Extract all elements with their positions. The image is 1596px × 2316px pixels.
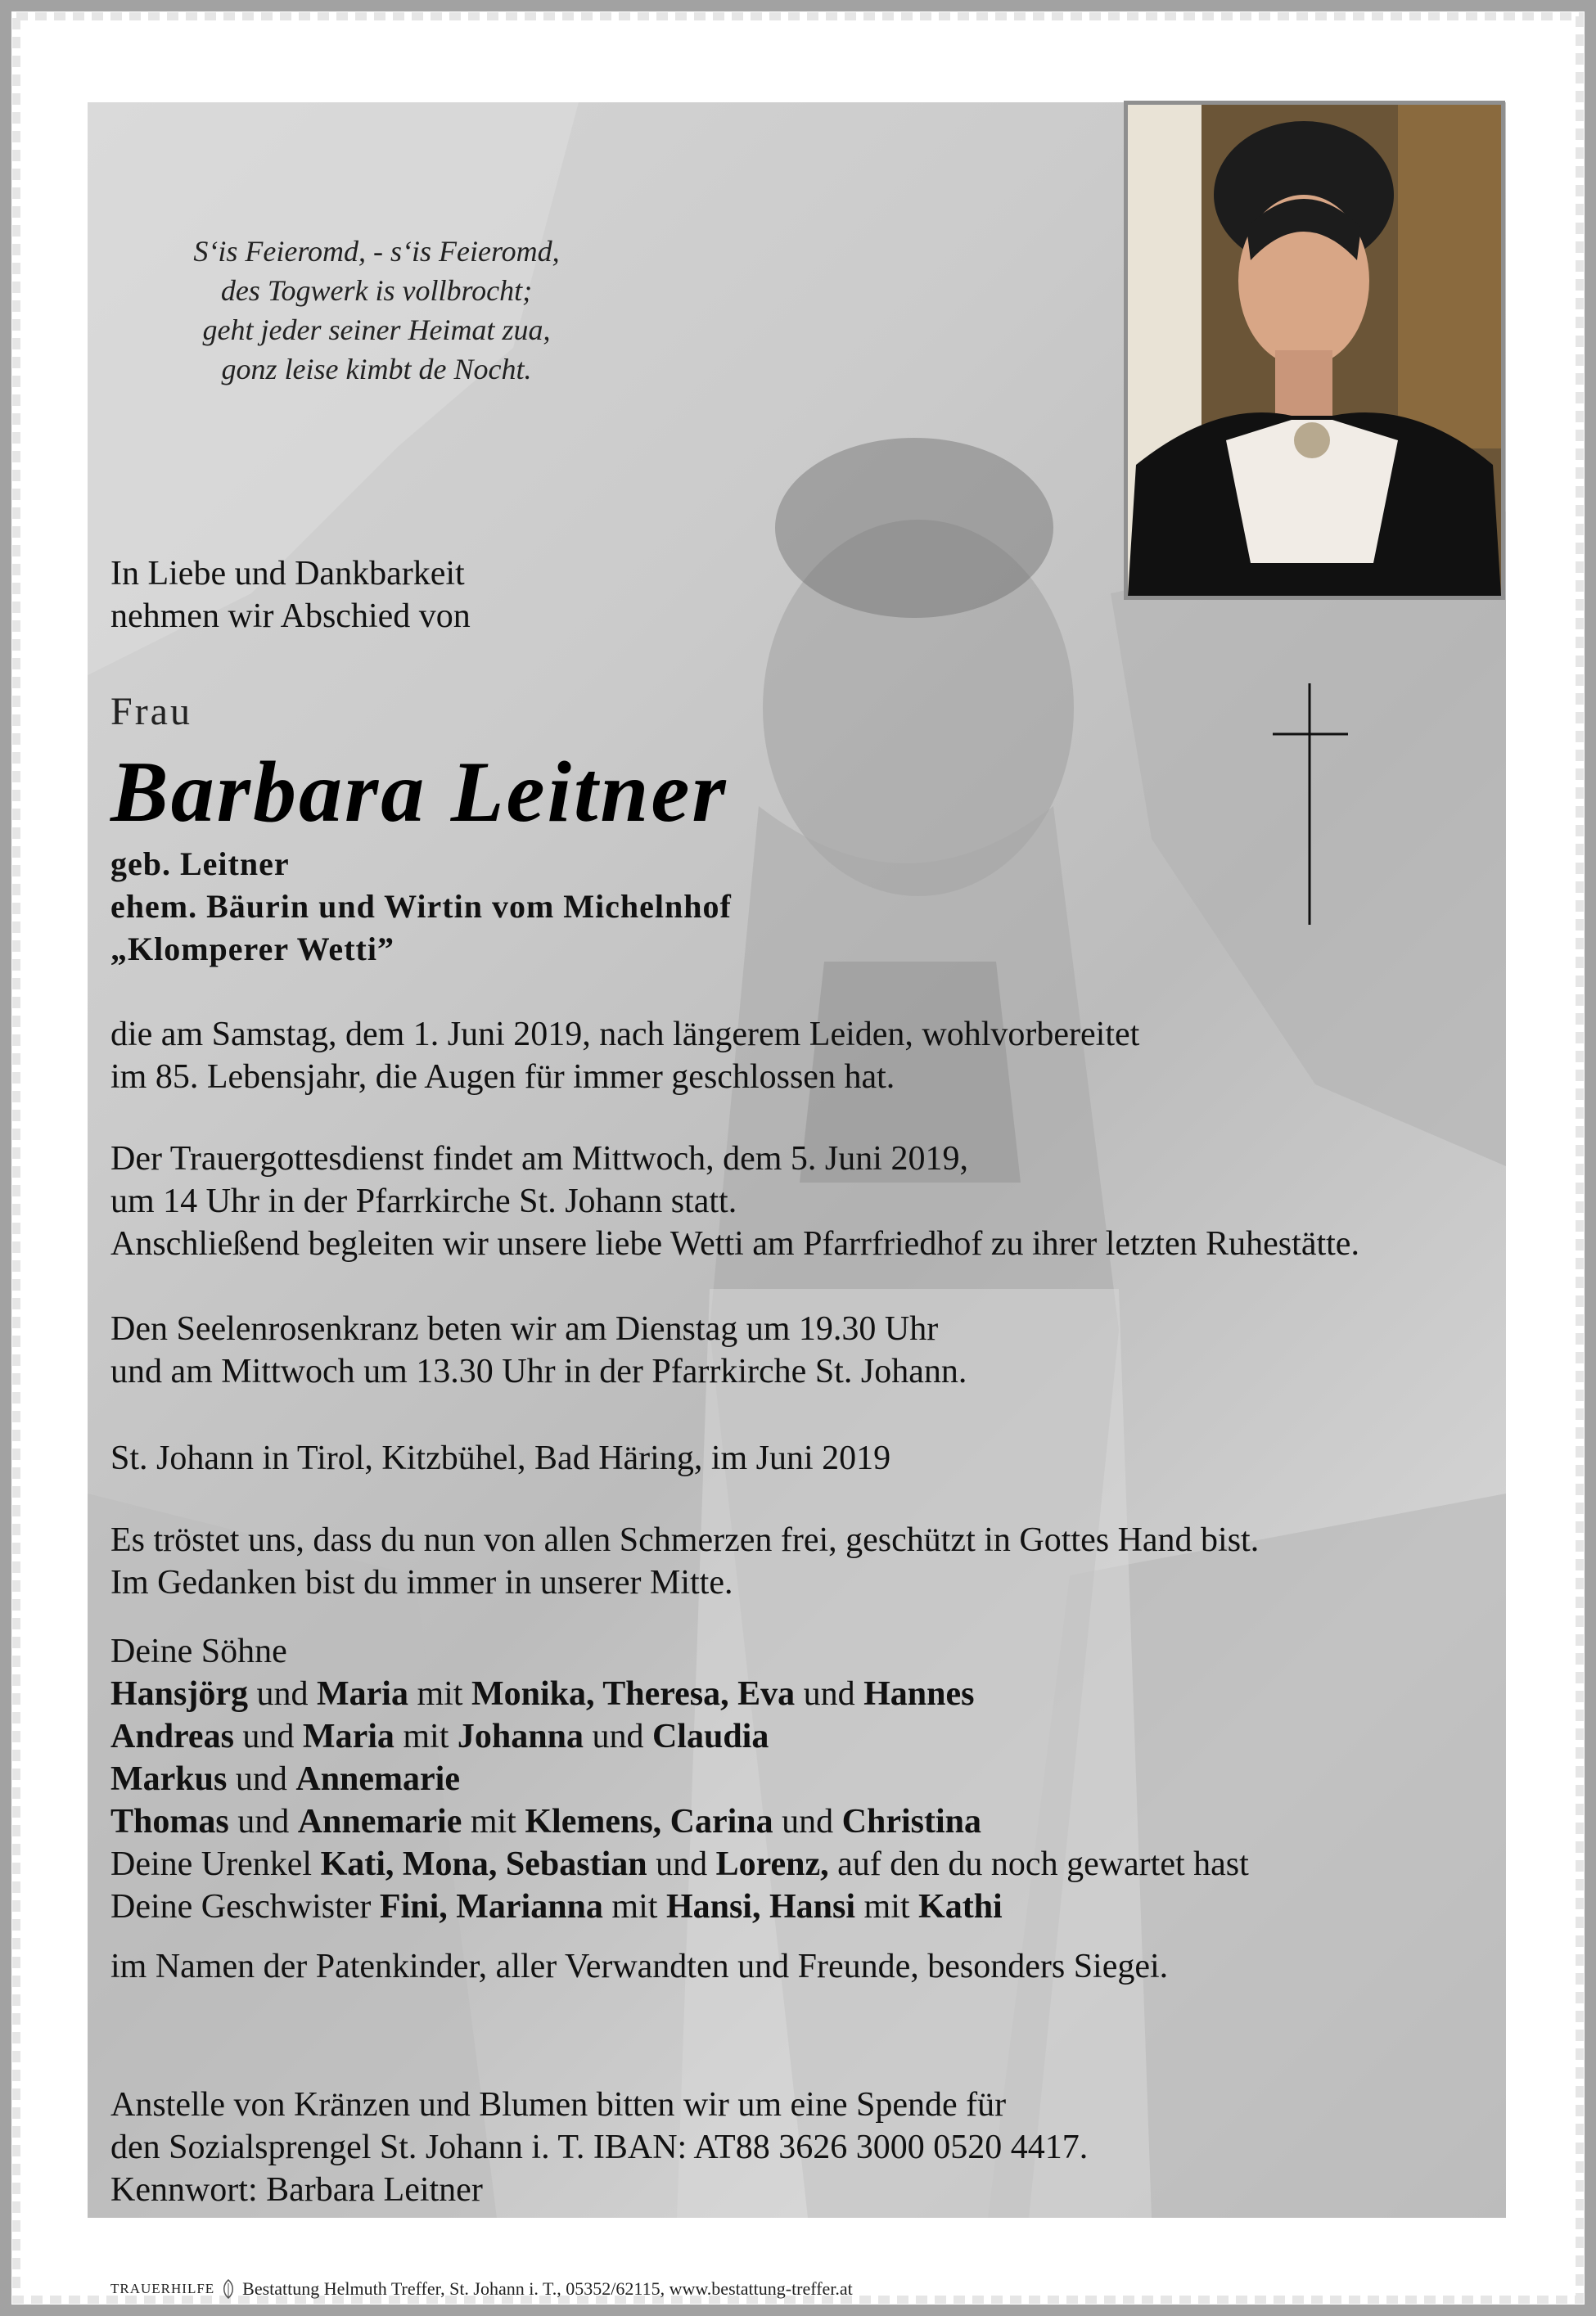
text-line: den Sozialsprengel St. Johann i. T. IBAN: AT88 3626 3000 0520 4417.	[110, 2129, 1089, 2166]
rosary-info	[110, 1308, 967, 1393]
subtitle	[110, 843, 732, 971]
subtitle-line: geb. Leitner	[110, 845, 290, 882]
text-line: Im Gedanken bist du immer in unserer Mitte.	[110, 1564, 733, 1602]
death-notice	[110, 1013, 1139, 1098]
text-line: die am Samstag, dem 1. Juni 2019, nach längerem Leiden, wohlvorbereitet	[110, 1016, 1140, 1053]
salutation: Frau	[110, 690, 192, 733]
family-line: Deine Geschwister Fini, Marianna mit Hansi, Hansi mit Kathi	[110, 1888, 1003, 1926]
intro-line: nehmen wir Abschied von	[110, 597, 471, 635]
intro-line: In Liebe und Dankbarkeit	[110, 555, 465, 593]
text-line: um 14 Uhr in der Pfarrkirche St. Johann statt.	[110, 1183, 737, 1220]
family-line: Thomas und Annemarie mit Klemens, Carina und Christina	[110, 1803, 982, 1841]
poem-line: S‘is Feieromd, - s‘is Feieromd,	[193, 235, 560, 268]
text-line: Den Seelenrosenkranz beten wir am Dienstag um 19.30 Uhr	[110, 1310, 939, 1348]
family-line: Deine Urenkel Kati, Mona, Sebastian und Lorenz, auf den du noch gewartet hast	[110, 1845, 1249, 1883]
poem	[106, 232, 647, 389]
portrait-photo	[1124, 101, 1505, 600]
poem-line: geht jeder seiner Heimat zua,	[202, 313, 551, 346]
text-line: Der Trauergottesdienst findet am Mittwoch, dem 5. Juni 2019,	[110, 1140, 968, 1178]
text-line: und am Mittwoch um 13.30 Uhr in der Pfarrkirche St. Johann.	[110, 1353, 967, 1390]
family-line: Andreas und Maria mit Johanna und Claudia	[110, 1718, 769, 1755]
place-date: St. Johann in Tirol, Kitzbühel, Bad Häring, im Juni 2019	[110, 1440, 891, 1477]
family-line: Markus und Annemarie	[110, 1760, 460, 1798]
comfort-text	[110, 1519, 1259, 1604]
text-line: Anschließend begleiten wir unsere liebe Wetti am Pfarrfriedhof zu ihrer letzten Ruhestätte.	[110, 1225, 1359, 1263]
footer	[110, 2278, 853, 2300]
subtitle-line: „Klomperer Wetti”	[110, 930, 394, 967]
text-line: Kennwort: Barbara Leitner	[110, 2171, 483, 2209]
intro	[110, 552, 471, 638]
text-line: im 85. Lebensjahr, die Augen für immer geschlossen hat.	[110, 1058, 895, 1096]
subtitle-line: ehem. Bäurin und Wirtin vom Michelnhof	[110, 888, 732, 925]
family-line: Hansjörg und Maria mit Monika, Theresa, Eva und Hannes	[110, 1675, 975, 1713]
footer-brand: TRAUERHILFE	[110, 2281, 215, 2296]
family-heading: Deine Söhne	[110, 1633, 287, 1670]
funeral-info	[110, 1138, 1359, 1265]
deceased-name: Barbara Leitner	[110, 744, 728, 840]
donation-info	[110, 2084, 1088, 2211]
text-line: Anstelle von Kränzen und Blumen bitten wir um eine Spende für	[110, 2086, 1007, 2124]
cross-icon	[1269, 683, 1350, 929]
leaf-logo-icon	[219, 2278, 237, 2300]
poem-line: des Togwerk is vollbrocht;	[220, 274, 533, 307]
poem-line: gonz leise kimbt de Nocht.	[221, 353, 532, 385]
family-list	[110, 1630, 1249, 1928]
footer-text: Bestattung Helmuth Treffer, St. Johann i. T., 05352/62115, www.bestattung-treffer.at	[242, 2278, 853, 2299]
in-name-of: im Namen der Patenkinder, aller Verwandten und Freunde, besonders Siegei.	[110, 1948, 1169, 1985]
text-line: Es tröstet uns, dass du nun von allen Schmerzen frei, geschützt in Gottes Hand bist.	[110, 1521, 1260, 1559]
